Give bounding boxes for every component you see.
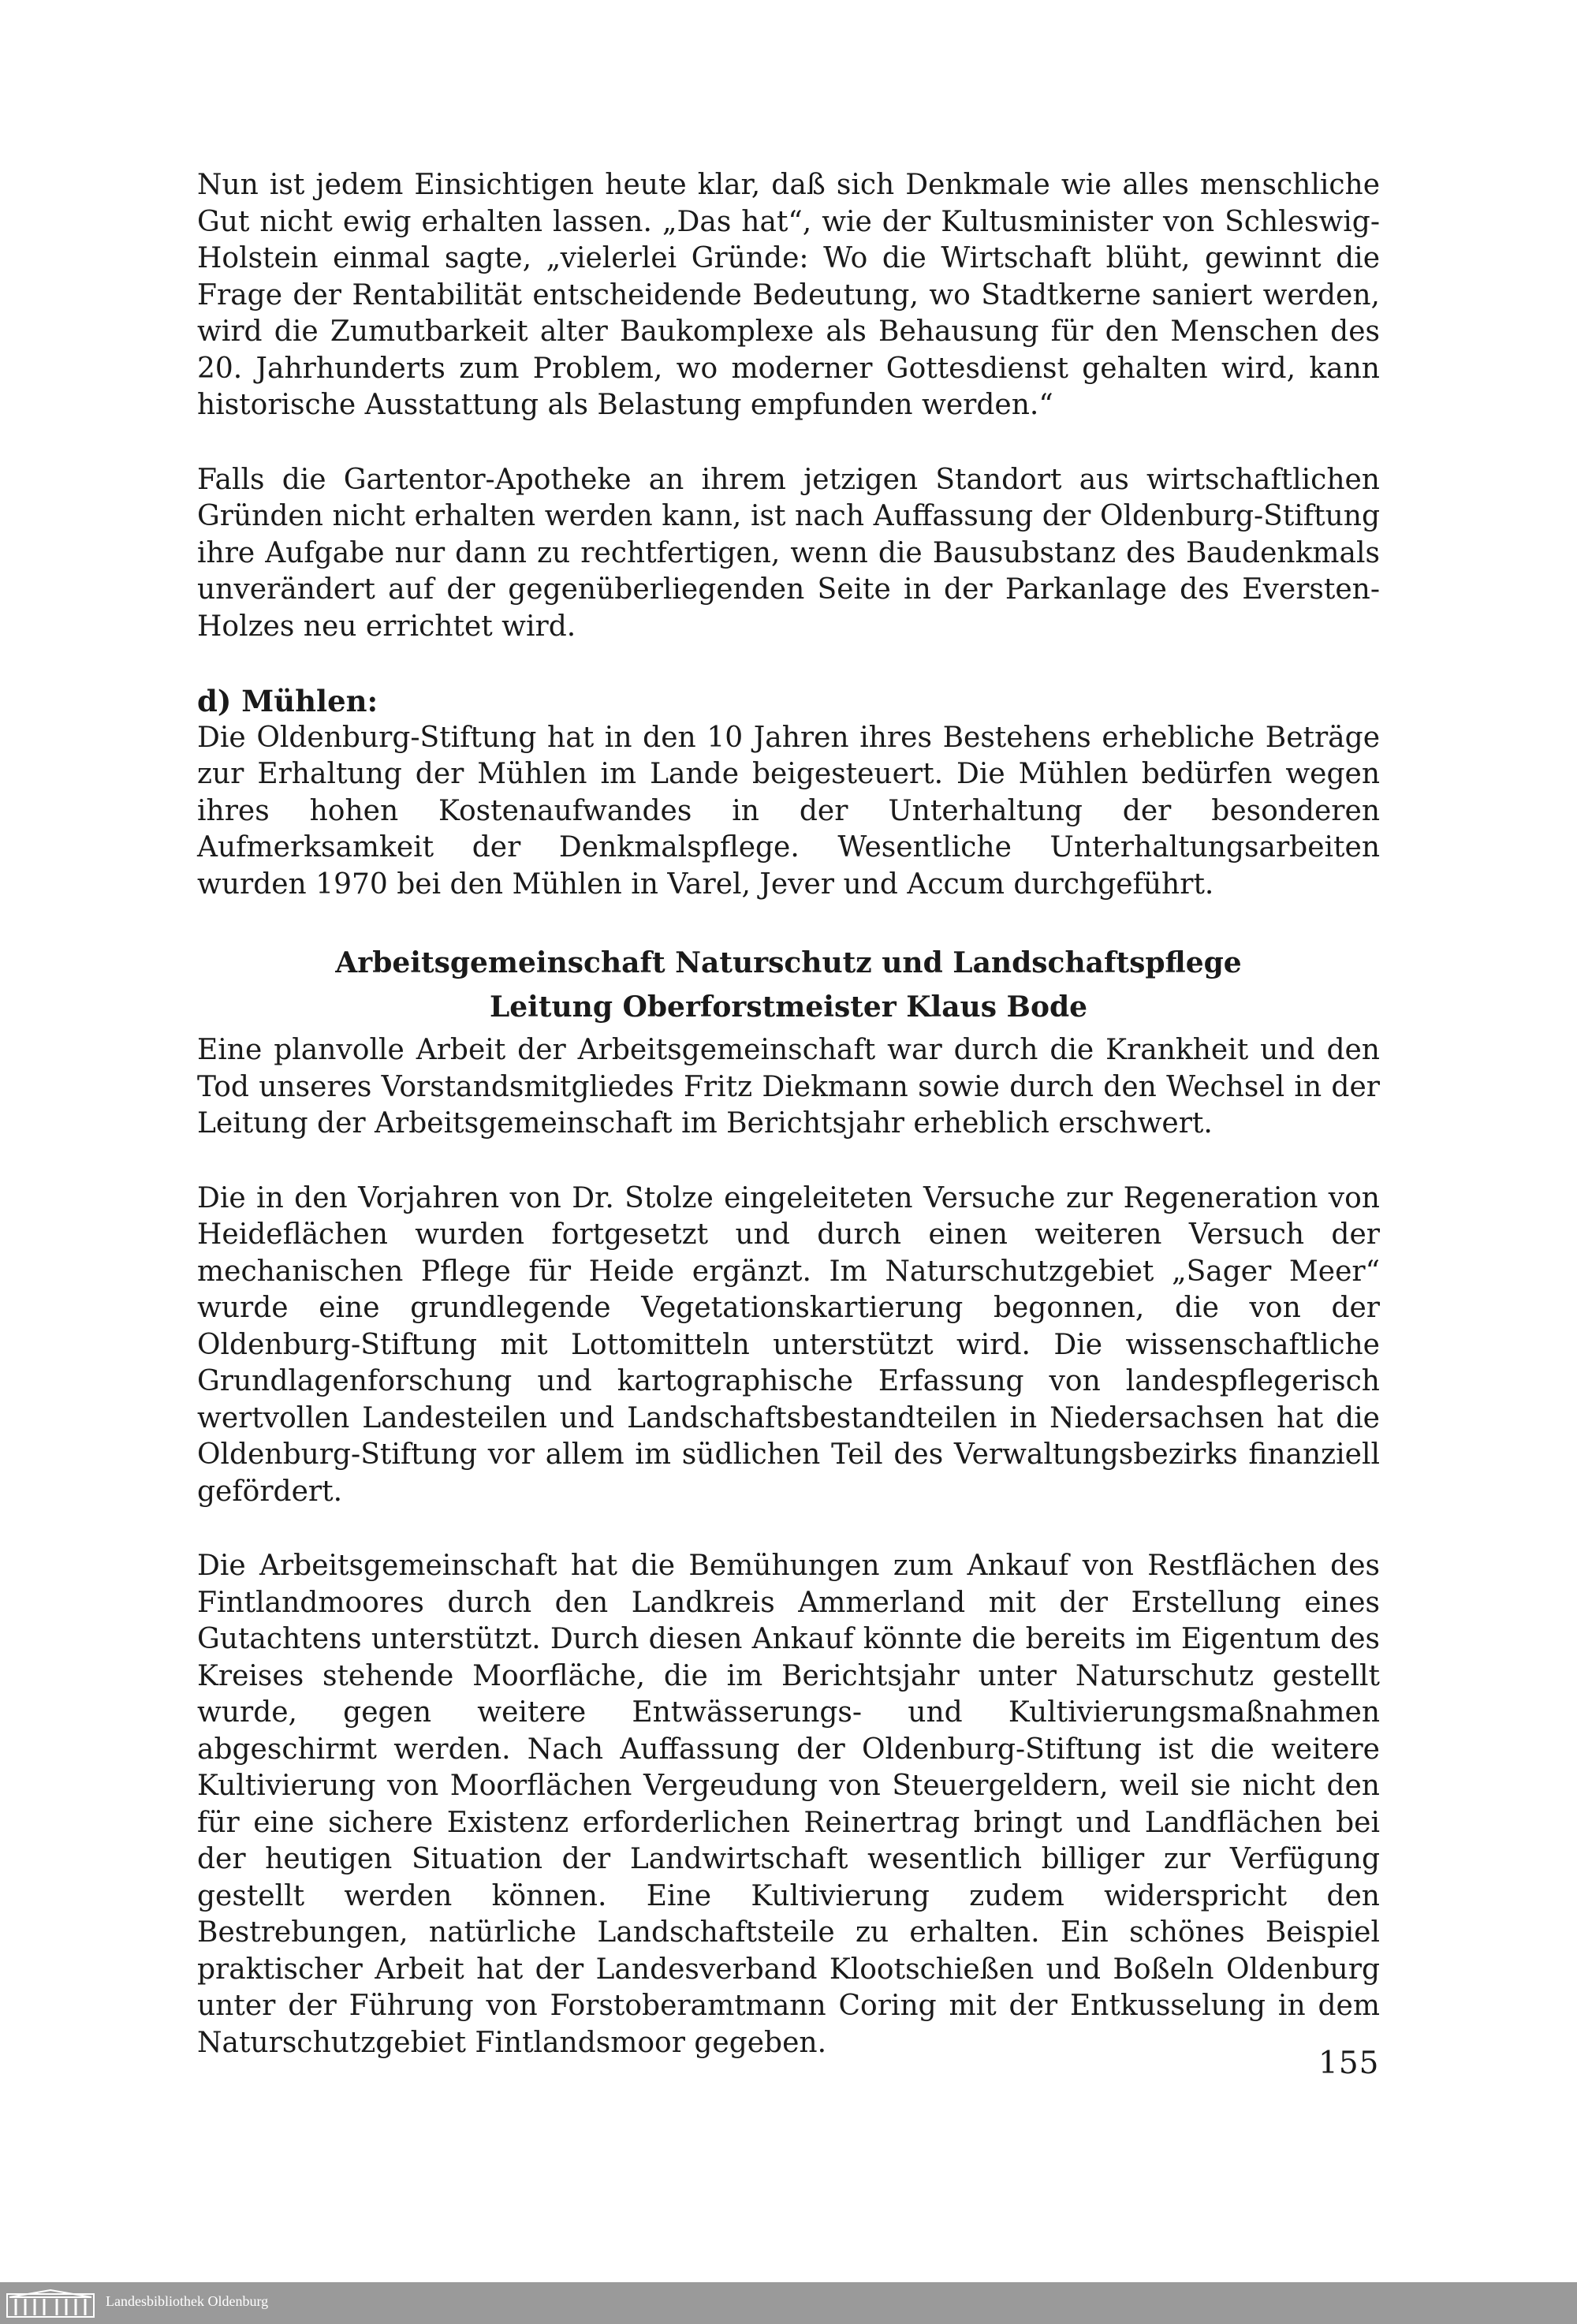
paragraph-fintlandmoor: Die Arbeitsgemeinschaft hat die Bemühungen zum Ankauf von Restflächen des Fintlandmoores durch den Landkreis Ammerland mit der Erstellung eines Gutachtens unterstützt. Durch diesen Ankauf könnte die bereits im Eigentum des Kreises stehende Moorfläche, die im Berichtsjahr unter Naturschutz gestellt wurde, gegen weitere Entwässerungs- und Kultivierungsmaßnahmen abgeschirmt werden. Nach Auffassung der Oldenburg-Stiftung ist die weitere Kultivierung von Moorflächen Vergeudung von Steuergeldern, weil sie nicht den für eine sichere Existenz erforderlichen Reinertrag bringt und Landflächen bei der heutigen Situation der Landwirtschaft wesentlich billiger zur Verfügung gestellt werden können. Eine Kultivierung zudem widerspricht den Bestrebungen, natürliche Landschaftsteile zu erhalten. Ein schönes Beispiel praktischer Arbeit hat der Landesverband Klootschießen und Boßeln Oldenburg unter der Führung von Forstoberamtmann Coring mit der Entkusselung in dem Naturschutzgebiet Fintlandsmoor gegeben. bbox=[197, 1550, 1380, 2059]
library-building-icon bbox=[6, 2289, 95, 2318]
heading-muehlen: d) Mühlen: bbox=[197, 684, 378, 718]
footer-bar bbox=[0, 2282, 1577, 2324]
paragraph-denkmale: Nun ist jedem Einsichtigen heute klar, daß sich Denkmale wie alles menschliche Gut nicht ewig erhalten lassen. „Das hat“, wie der Kultusminister von Schleswig-Holstein einmal sagte, „vielerlei Gründe: Wo die Wirtschaft blüht, gewinnt die Frage der Rentabilität entscheidende Bedeutung, wo Stadtkerne saniert werden, wird die Zumutbarkeit alter Baukomplexe als Behausung für den Menschen des 20. Jahrhunderts zum Problem, wo moderner Gottesdienst gehalten wird, kann historische Ausstattung als Belastung empfunden werden.“ bbox=[197, 169, 1380, 421]
section-title: Arbeitsgemeinschaft Naturschutz und Landschaftspflege bbox=[335, 946, 1242, 979]
section-subtitle: Leitung Oberforstmeister Klaus Bode bbox=[489, 990, 1088, 1024]
page-number: 155 bbox=[1318, 2046, 1380, 2081]
footer-library-name: Landesbibliothek Oldenburg bbox=[106, 2293, 269, 2309]
paragraph-gartentor-apotheke: Falls die Gartentor-Apotheke an ihrem jetzigen Standort aus wirtschaftlichen Gründen nicht erhalten werden kann, ist nach Auffassung der Oldenburg-Stiftung ihre Aufgabe nur dann zu rechtfertigen, wenn die Bausubstanz des Baudenkmals unverändert auf der gegenüberliegenden Seite in der Parkanlage des Eversten-Holzes neu errichtet wird. bbox=[197, 463, 1380, 643]
document-page bbox=[197, 167, 1380, 2061]
paragraph-heideflaechen: Die in den Vorjahren von Dr. Stolze eingeleiteten Versuche zur Regeneration von Heideflächen wurden fortgesetzt und durch einen weiteren Versuch der mechanischen Pflege für Heide ergänzt. Im Naturschutzgebiet „Sager Meer“ wurde eine grundlegende Vegetationskartierung begonnen, die von der Oldenburg-Stiftung mit Lottomitteln unterstützt wird. Die wissenschaftliche Grundlagenforschung und kartographische Erfassung von landespflegerisch wertvollen Landesteilen und Landschaftsbestandteilen in Niedersachsen hat die Oldenburg-Stiftung vor allem im südlichen Teil des Verwaltungsbezirks finanziell gefördert. bbox=[197, 1181, 1380, 1508]
paragraph-muehlen: Die Oldenburg-Stiftung hat in den 10 Jahren ihres Bestehens erhebliche Beträge zur Erhaltung der Mühlen im Lande beigesteuert. Die Mühlen bedürfen wegen ihres hohen Kostenaufwandes in der Unterhaltung der besonderen Aufmerksamkeit der Denkmalspflege. Wesentliche Unterhaltungsarbeiten wurden 1970 bei den Mühlen in Varel, Jever und Accum durchgeführt. bbox=[197, 721, 1380, 901]
paragraph-arbeitsgemeinschaft: Eine planvolle Arbeit der Arbeitsgemeinschaft war durch die Krankheit und den Tod unseres Vorstandsmitgliedes Fritz Diekmann sowie durch den Wechsel in der Leitung der Arbeitsgemeinschaft im Berichtsjahr erheblich erschwert. bbox=[197, 1034, 1380, 1140]
